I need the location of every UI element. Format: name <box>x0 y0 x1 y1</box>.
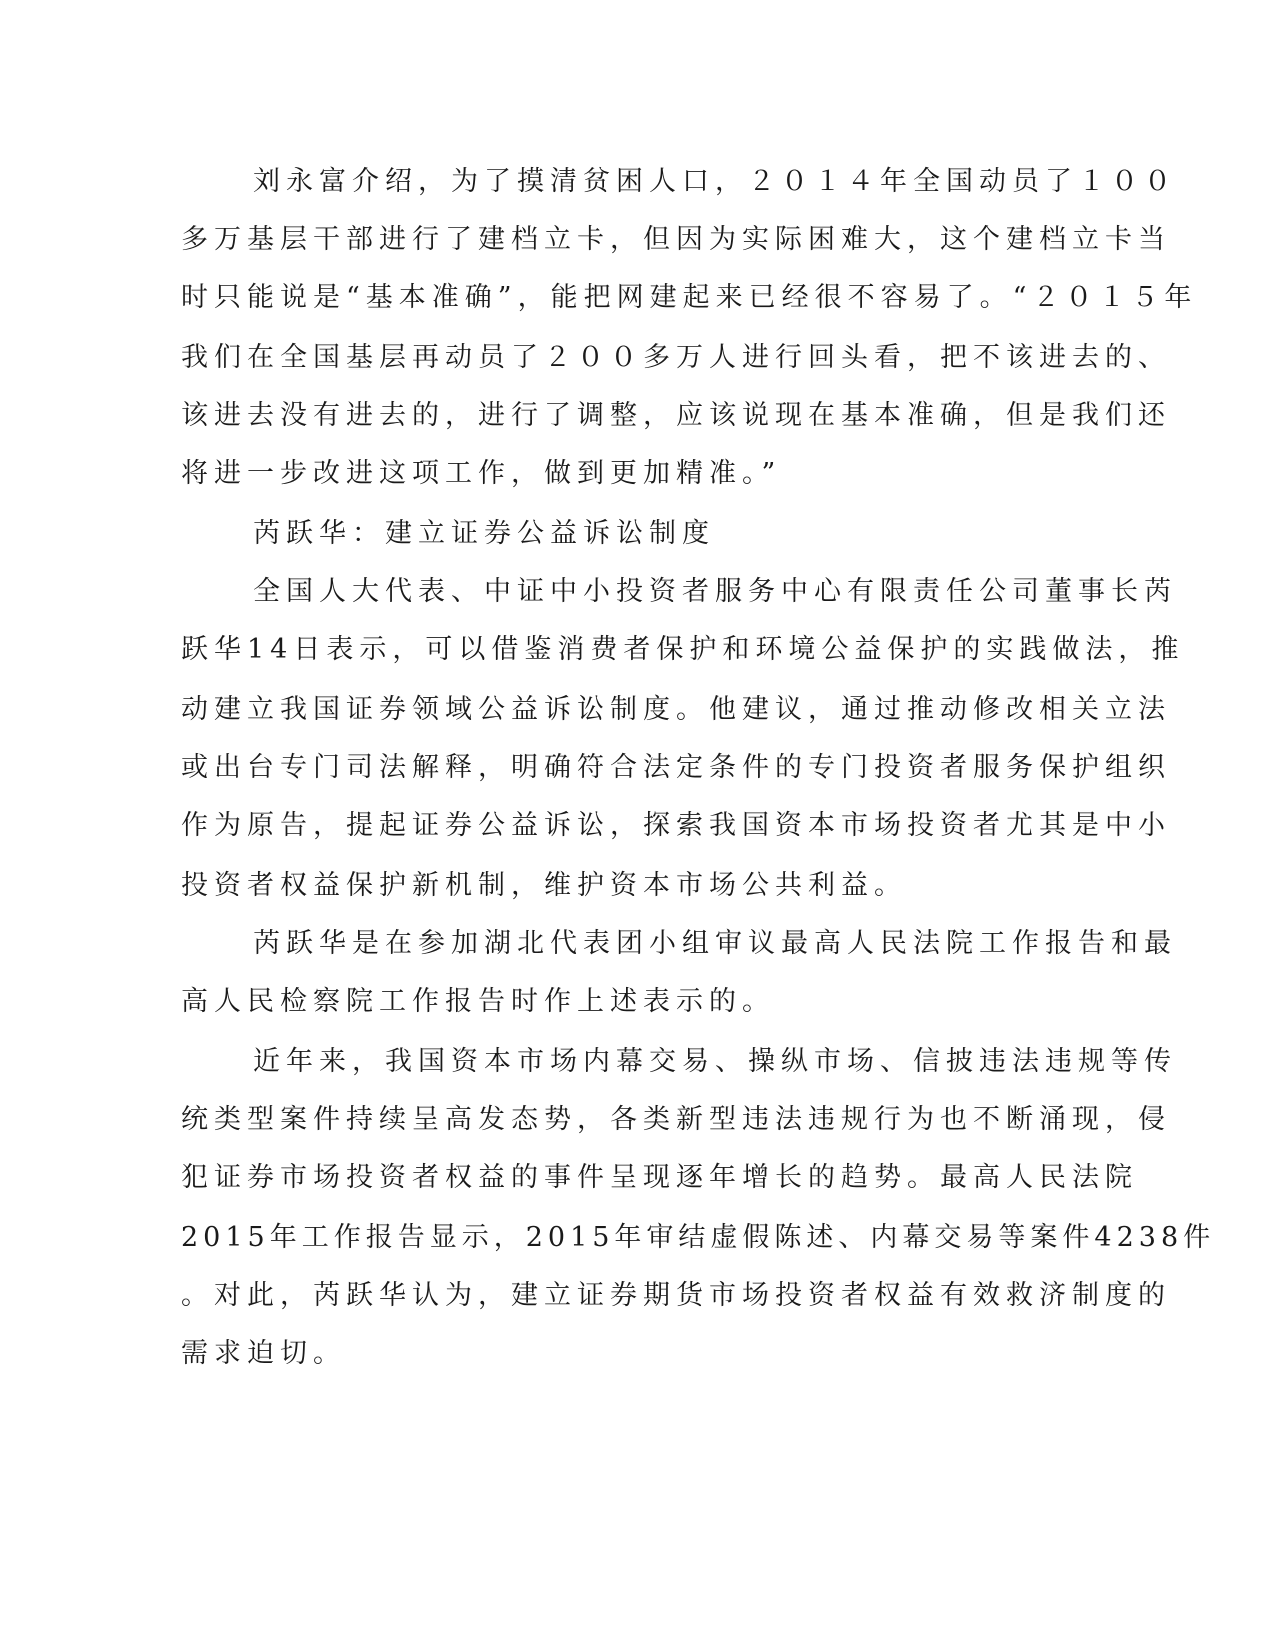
text-line: 2015年工作报告显示，2015年审结虚假陈述、内幕交易等案件4238件 <box>181 1222 1216 1253</box>
text-line: 将进一步改进这项工作，做到更加精准。” <box>181 458 782 489</box>
text-line: 我们在全国基层再动员了２００多万人进行回头看，把不该进去的、 <box>181 342 1171 373</box>
text-line: 多万基层干部进行了建档立卡，但因为实际困难大，这个建档立卡当 <box>181 224 1171 255</box>
text-line: 时只能说是“基本准确”，能把网建起来已经很不容易了。“２０１５年 <box>181 282 1198 313</box>
text-line: 犯证券市场投资者权益的事件呈现逐年增长的趋势。最高人民法院 <box>181 1162 1138 1193</box>
text-line: 动建立我国证券领域公益诉讼制度。他建议，通过推动修改相关立法 <box>181 694 1171 725</box>
text-line: 作为原告，提起证券公益诉讼，探索我国资本市场投资者尤其是中小 <box>181 810 1171 841</box>
text-line: 刘永富介绍，为了摸清贫困人口，２０１４年全国动员了１００ <box>253 166 1177 197</box>
text-line: 芮跃华是在参加湖北代表团小组审议最高人民法院工作报告和最 <box>253 928 1177 959</box>
text-line: 或出台专门司法解释，明确符合法定条件的专门投资者服务保护组织 <box>181 752 1171 783</box>
text-line: 投资者权益保护新机制，维护资本市场公共利益。 <box>181 870 907 901</box>
text-line: 全国人大代表、中证中小投资者服务中心有限责任公司董事长芮 <box>253 576 1177 607</box>
text-line: 近年来，我国资本市场内幕交易、操纵市场、信披违法违规等传 <box>253 1046 1177 1077</box>
section-heading: 芮跃华：建立证券公益诉讼制度 <box>253 518 715 549</box>
text-line: 跃华14日表示，可以借鉴消费者保护和环境公益保护的实践做法，推 <box>181 634 1185 665</box>
text-line: 需求迫切。 <box>181 1338 346 1369</box>
text-line: 统类型案件持续呈高发态势，各类新型违法违规行为也不断涌现，侵 <box>181 1104 1171 1135</box>
text-line: 高人民检察院工作报告时作上述表示的。 <box>181 986 775 1017</box>
text-line: 该进去没有进去的，进行了调整，应该说现在基本准确，但是我们还 <box>181 400 1171 431</box>
text-line: 。对此，芮跃华认为，建立证券期货市场投资者权益有效救济制度的 <box>181 1280 1171 1311</box>
